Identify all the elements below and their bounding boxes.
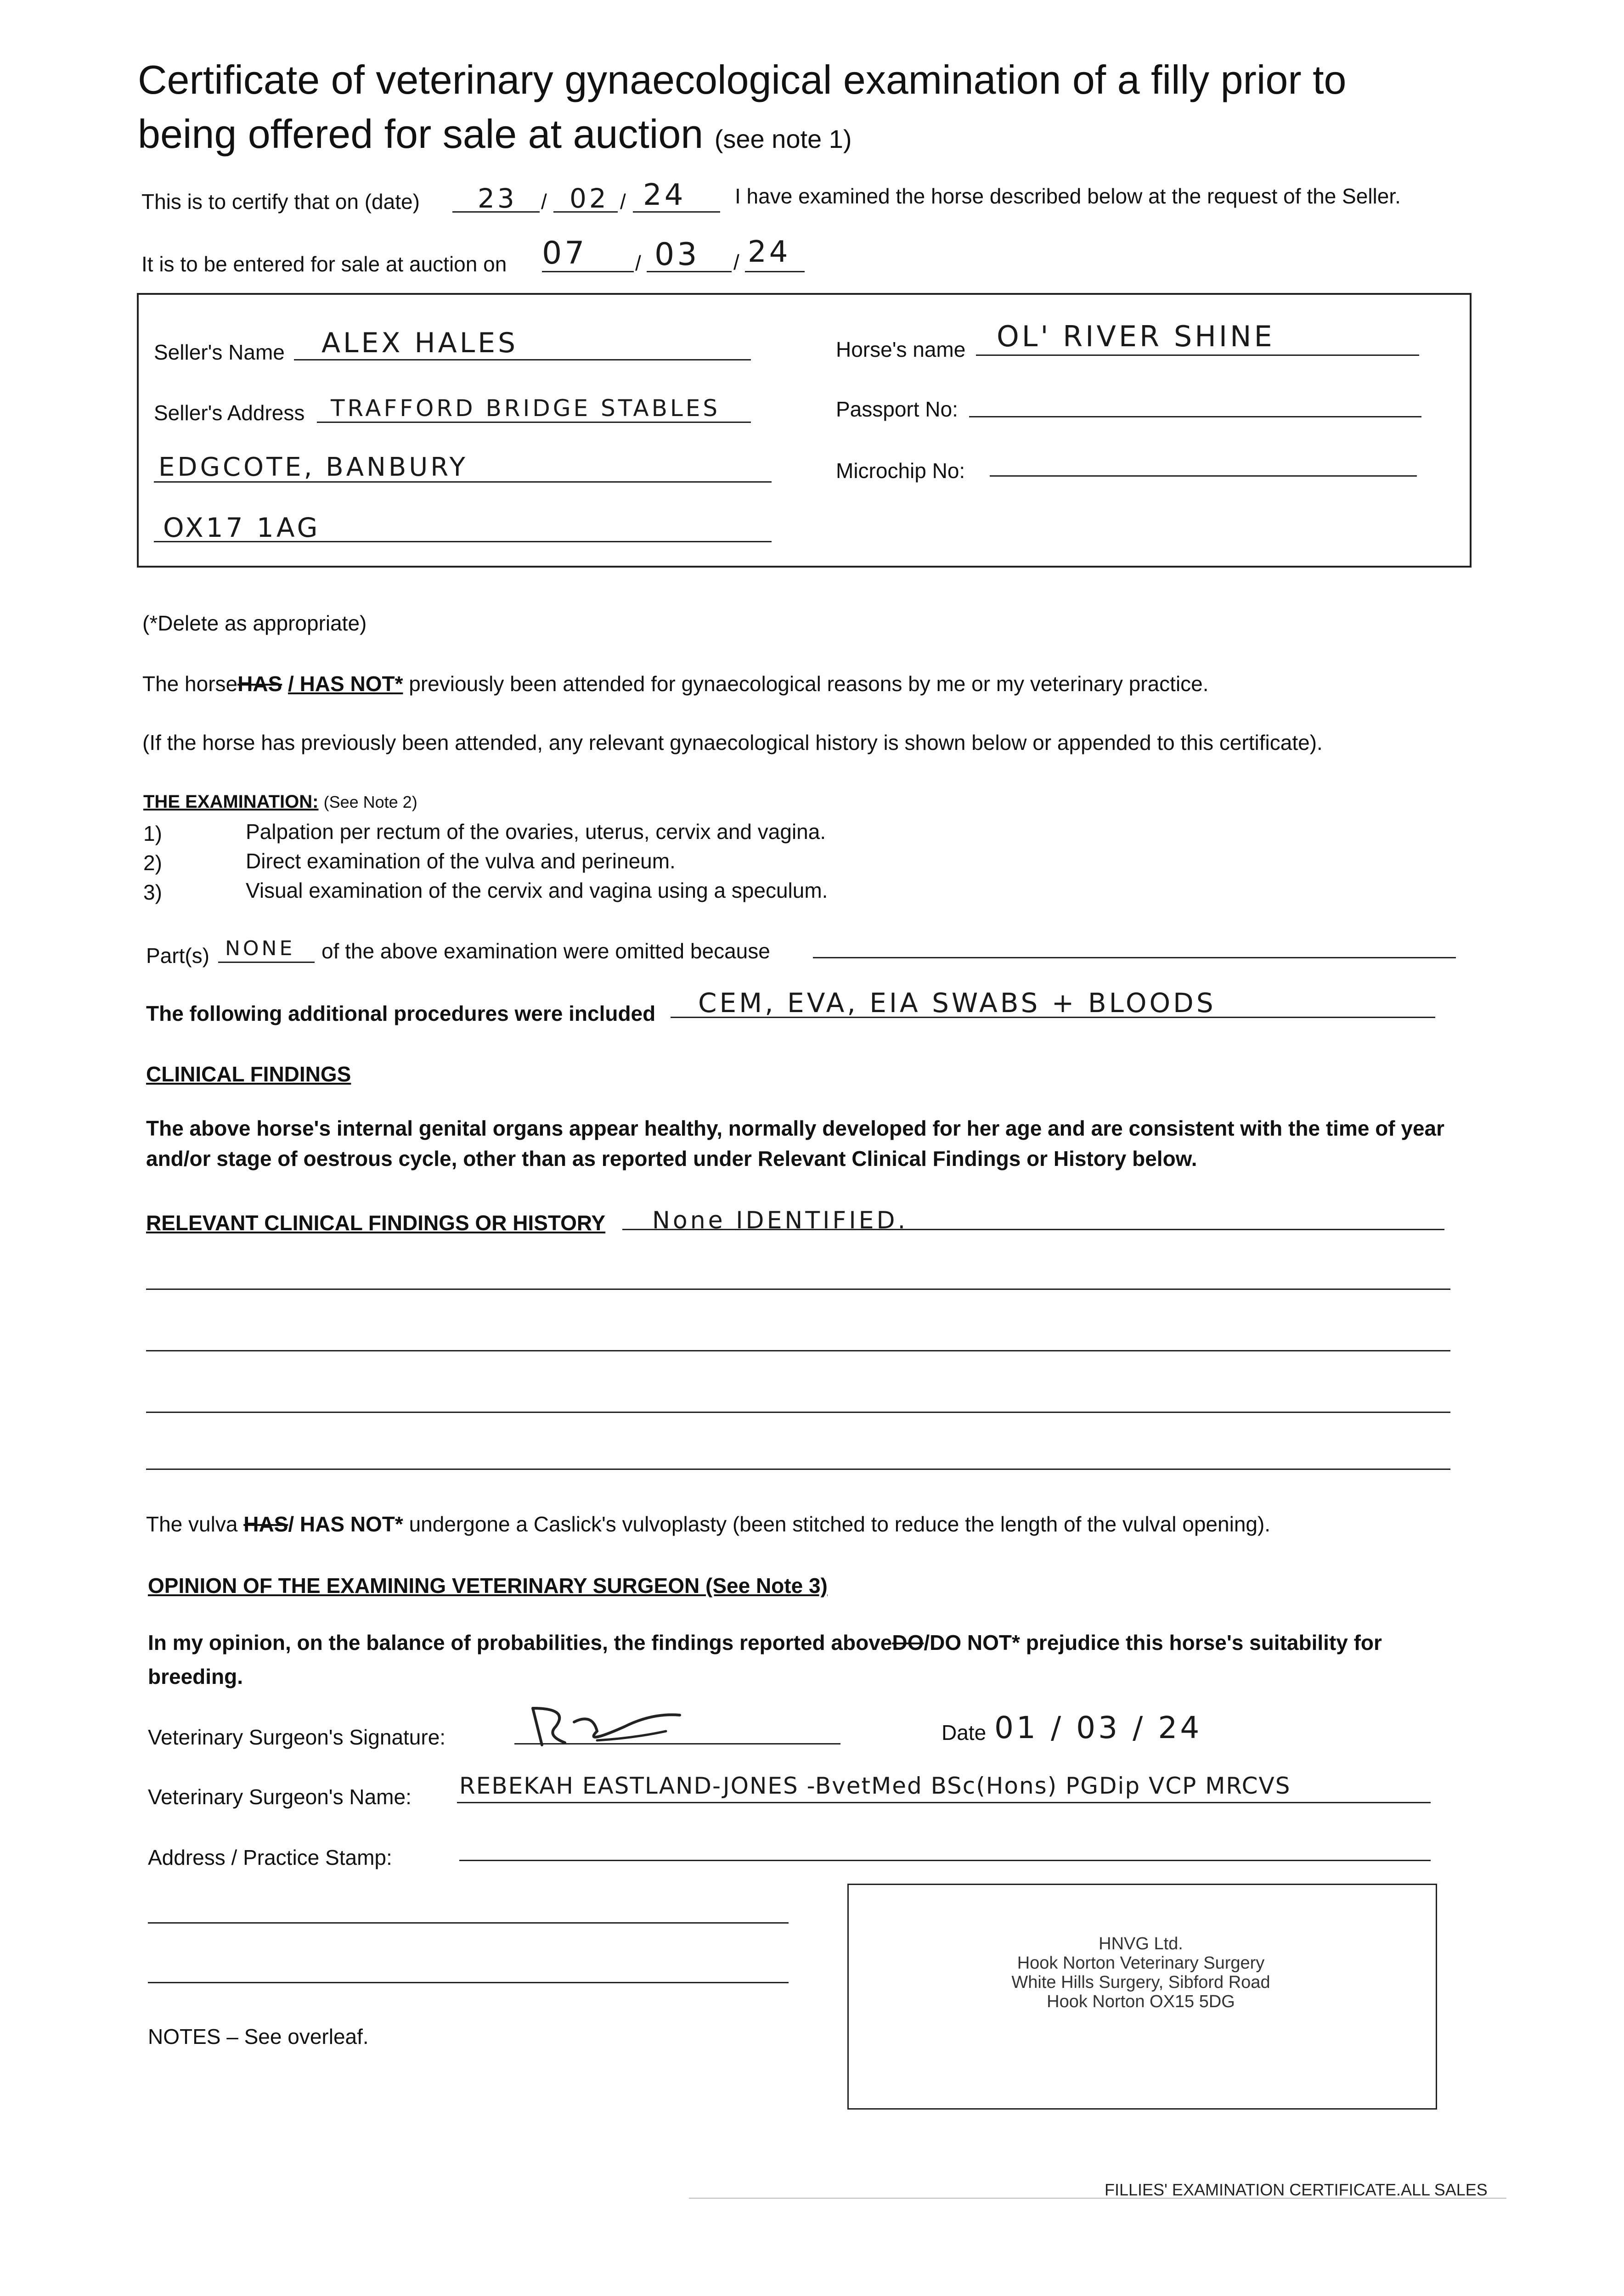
delete-note: (*Delete as appropriate) (142, 611, 367, 635)
vulva-struck: HAS (243, 1512, 288, 1536)
clinical-heading: CLINICAL FINDINGS (146, 1062, 351, 1086)
exam-item-num: 1) (143, 822, 162, 845)
opinion-text1a: In my opinion, on the balance of probabilities, the findings reported above (148, 1631, 892, 1654)
surgeon-name-label: Veterinary Surgeon's Name: (148, 1785, 412, 1809)
opinion-struck: DO (892, 1631, 924, 1654)
date-separator: / (733, 250, 739, 274)
vulva-prefix: The vulva (146, 1512, 238, 1536)
sign-date-value: 01 / 03 / 24 (994, 1710, 1202, 1745)
relevant-findings-value: None IDENTIFIED. (652, 1207, 908, 1234)
findings-blank-line (146, 1289, 1450, 1290)
vulva-choice: / HAS NOT* (288, 1512, 403, 1536)
signature-image (514, 1699, 707, 1754)
attended-prefix: The horse (142, 672, 238, 696)
auction-prefix: It is to be entered for sale at auction on (141, 252, 507, 276)
exam-date-day: 23 (478, 183, 517, 214)
opinion-heading: OPINION OF THE EXAMINING VETERINARY SURGEON (See Note 3) (148, 1574, 828, 1598)
omitted-suffix: of the above examination were omitted because (321, 939, 770, 963)
attended-statement (142, 671, 1209, 696)
sign-date-label: Date (942, 1721, 987, 1745)
stamp-line4: Hook Norton OX15 5DG (1047, 1992, 1235, 2011)
attended-struck: HAS (237, 672, 282, 696)
date-separator: / (541, 190, 547, 214)
microchip-label: Microchip No: (836, 459, 965, 483)
title-note: (see note 1) (714, 124, 852, 153)
vulva-statement (146, 1512, 1270, 1536)
stamp-line1: HNVG Ltd. (1099, 1934, 1183, 1953)
examination-heading-text: THE EXAMINATION: (143, 792, 319, 812)
seller-address-line3: OX17 1AG (163, 512, 321, 543)
passport-label: Passport No: (836, 397, 958, 421)
horse-name-label: Horse's name (836, 338, 966, 361)
seller-address-line2: EDGCOTE, BANBURY (158, 452, 468, 482)
auction-day: 07 (542, 235, 587, 271)
exam-item-text: Direct examination of the vulva and perineum. (246, 849, 676, 873)
date-separator: / (635, 251, 641, 275)
additional-value: CEM, EVA, EIA SWABS + BLOODS (698, 987, 1216, 1019)
seller-address-line1: TRAFFORD BRIDGE STABLES (331, 395, 721, 422)
address-blank-line (148, 1982, 789, 1983)
attended-suffix: previously been attended for gynaecological reasons by me or my veterinary practice. (409, 672, 1209, 696)
opinion-text-line2: breeding. (148, 1665, 243, 1688)
findings-blank-line (146, 1469, 1450, 1470)
stamp-line3: White Hills Surgery, Sibford Road (1011, 1973, 1270, 1992)
exam-date-month: 02 (570, 183, 609, 214)
examination-heading (143, 792, 417, 812)
attended-choice: / HAS NOT* (288, 672, 403, 696)
notes-overleaf: NOTES – See overleaf. (148, 2025, 369, 2048)
opinion-text-line1 (148, 1630, 1382, 1655)
seller-name-value: ALEX HALES (321, 327, 519, 359)
findings-blank-line (146, 1350, 1450, 1351)
exam-item-text: Palpation per rectum of the ovaries, uterus, cervix and vagina. (246, 820, 826, 844)
exam-item-num: 3) (143, 880, 162, 904)
date-separator: / (620, 190, 626, 214)
seller-name-label: Seller's Name (154, 340, 285, 364)
exam-date-year: 24 (643, 178, 686, 212)
omitted-value: NONE (225, 937, 295, 960)
relevant-findings-label: RELEVANT CLINICAL FINDINGS OR HISTORY (146, 1211, 606, 1235)
exam-item-text: Visual examination of the cervix and vagina using a speculum. (246, 878, 828, 902)
examination-heading-note: (See Note 2) (323, 793, 417, 811)
signature-label: Veterinary Surgeon's Signature: (148, 1725, 446, 1749)
document-title-line2 (138, 109, 852, 164)
address-blank-line (148, 1922, 789, 1924)
certify-prefix: This is to certify that on (date) (141, 190, 420, 214)
title-line2-text: being offered for sale at auction (138, 111, 704, 157)
footer-label: FILLIES' EXAMINATION CERTIFICATE.ALL SALES (1105, 2180, 1488, 2199)
surgeon-name-value: REBEKAH EASTLAND-JONES -BvetMed BSc(Hons) PGDip VCP MRCVS (459, 1773, 1291, 1799)
auction-year: 24 (748, 235, 791, 269)
seller-address-label: Seller's Address (154, 401, 305, 425)
vulva-suffix: undergone a Caslick's vulvoplasty (been stitched to reduce the length of the vulval opening). (409, 1512, 1271, 1536)
certify-suffix: I have examined the horse described below at the request of the Seller. (735, 184, 1401, 208)
auction-month: 03 (654, 236, 700, 273)
findings-blank-line (146, 1412, 1450, 1413)
opinion-text1b: /DO NOT* prejudice this horse's suitability for (924, 1631, 1382, 1654)
omitted-prefix: Part(s) (146, 944, 209, 968)
horse-name-value: OL' RIVER SHINE (997, 320, 1275, 353)
document-title-line1: Certificate of veterinary gynaecological examination of a filly prior to (138, 57, 1347, 102)
clinical-statement1: The above horse's internal genital organs appear healthy, normally developed for her age and are consistent with the time of year (146, 1116, 1445, 1140)
stamp-line2: Hook Norton Veterinary Surgery (1017, 1953, 1265, 1973)
practice-stamp-label: Address / Practice Stamp: (148, 1846, 392, 1869)
clinical-statement2: and/or stage of oestrous cycle, other than as reported under Relevant Clinical Findings or History below. (146, 1147, 1197, 1171)
history-note: (If the horse has previously been attended, any relevant gynaecological history is shown below or appended to this certificate). (142, 731, 1323, 754)
additional-label: The following additional procedures were included (146, 1002, 656, 1025)
exam-item-num: 2) (143, 851, 162, 875)
